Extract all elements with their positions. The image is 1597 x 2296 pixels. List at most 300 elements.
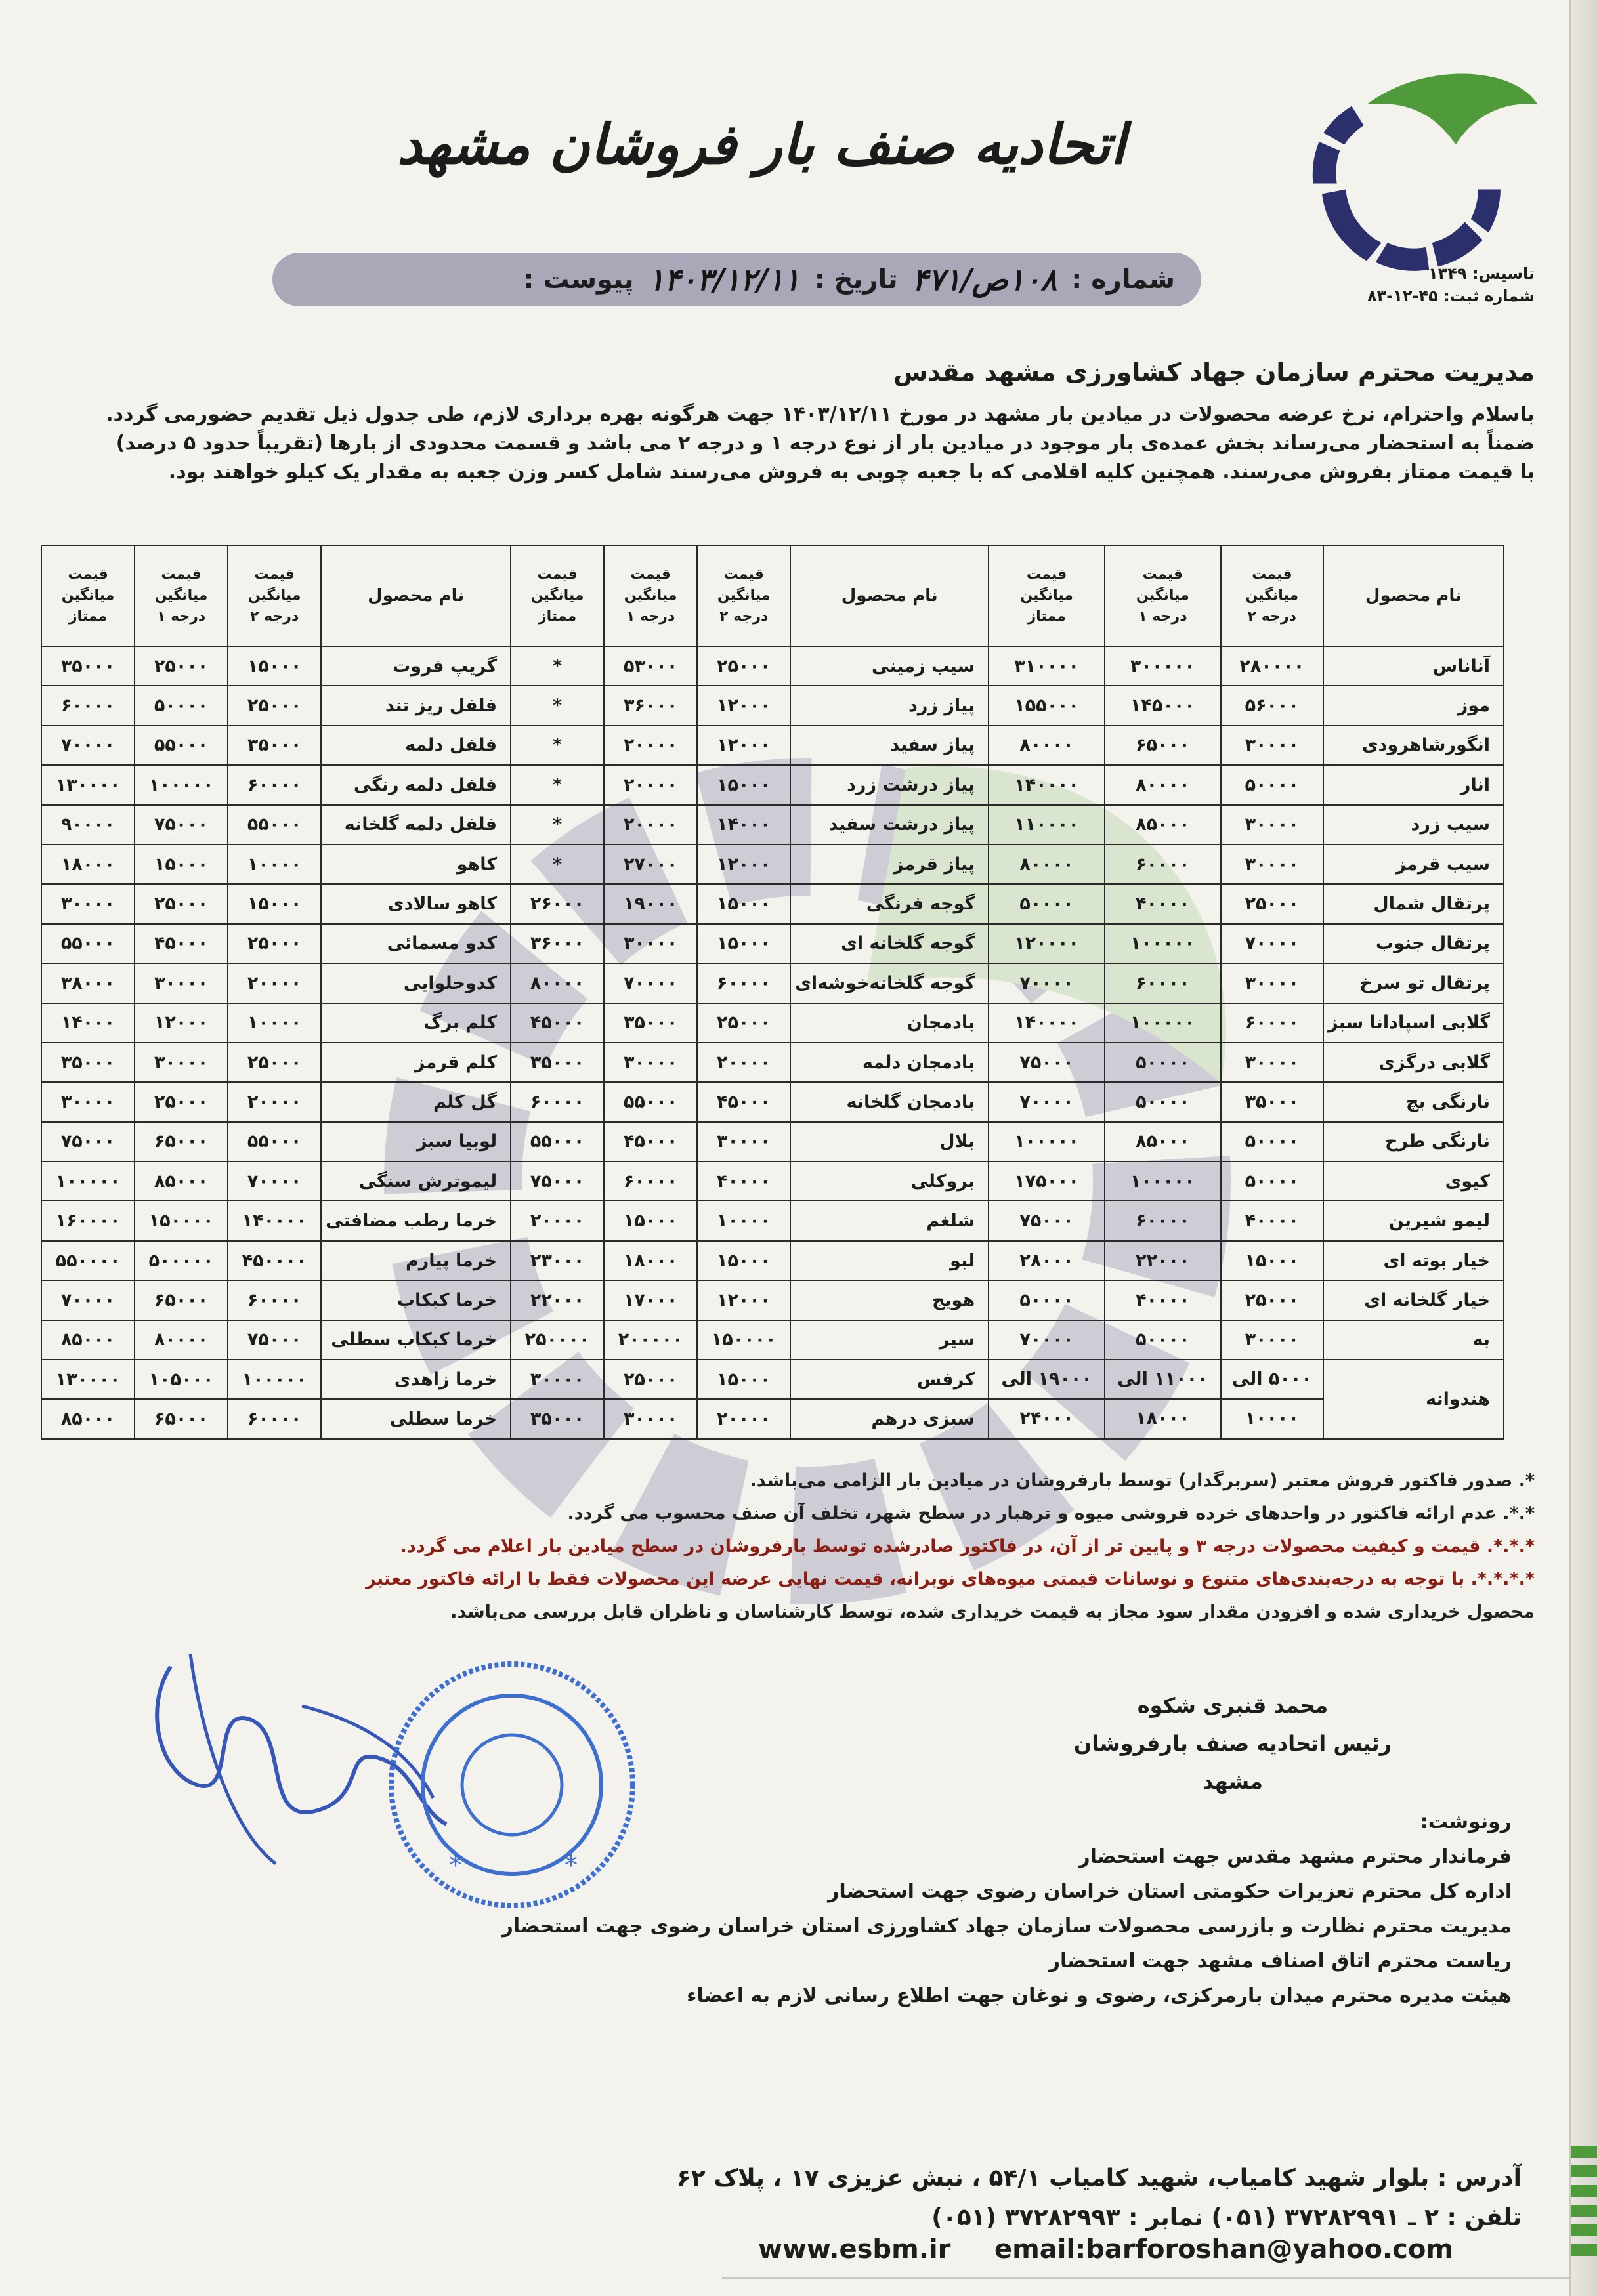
table-row: [41, 963, 1504, 1003]
cell-grade1-price: ۱۵۰۰۰: [604, 1201, 697, 1240]
cell-grade2-price: ۳۵۰۰۰: [1221, 1082, 1323, 1121]
cell-product-name: خرما کبکاب: [321, 1280, 511, 1320]
cell-product-name: پیاز زرد: [790, 686, 989, 725]
cell-product-name: سیب زمینی: [790, 646, 989, 686]
cc-item: مدیریت محترم نظارت و بازرسی محصولات سازمان جهاد کشاورزی استان خراسان رضوی جهت استحضار: [501, 1915, 1512, 1938]
table-row: [41, 765, 1504, 804]
cell-product-name: خیار بوته ای: [1323, 1241, 1504, 1280]
cell-grade2-price: ۵۰۰۰۰: [1221, 765, 1323, 804]
cell-premium-price: ۶۰۰۰۰: [41, 686, 135, 725]
cell-grade1-price: ۱۷۰۰۰: [604, 1280, 697, 1320]
cell-product-name: گوجه فرنگی: [790, 884, 989, 923]
cell-premium-price: ۷۵۰۰۰: [511, 1161, 604, 1201]
letter-body: [98, 400, 1535, 487]
cell-product-name: کیوی: [1323, 1161, 1504, 1201]
cell-premium-price: ۱۲۰۰۰۰: [989, 924, 1105, 963]
cell-premium-price: ۲۳۰۰۰: [511, 1241, 604, 1280]
cell-grade2-price: ۲۰۰۰۰: [228, 1082, 321, 1121]
cell-product-name: هویج: [790, 1280, 989, 1320]
cell-premium-price: ۳۱۰۰۰۰: [989, 646, 1105, 686]
cell-premium-price: ۱۴۰۰۰: [41, 1003, 135, 1043]
footer-divider: [722, 2277, 1571, 2279]
cell-product-name: بادمجان دلمه: [790, 1043, 989, 1082]
cell-grade1-price: ۱۰۰۰۰۰: [1105, 1161, 1221, 1201]
body-paragraph: باسلام واحترام، نرخ عرضه محصولات در میادین بار مشهد در مورخ ۱۴۰۳/۱۲/۱۱ جهت هرگونه بهره برداری لازم، طی جدول ذیل تقدیم حضورمی گردد.: [106, 403, 1535, 426]
cell-grade1-price: ۲۵۰۰۰: [604, 1360, 697, 1399]
cell-product-name: فلفل دلمه رنگی: [321, 765, 511, 804]
cell-product-name: نارنگی بچ: [1323, 1082, 1504, 1121]
cell-grade2-price: ۲۵۰۰۰: [697, 646, 790, 686]
date-label: تاریخ :: [814, 264, 898, 295]
cell-product-name: شلغم: [790, 1201, 989, 1240]
carbon-copy-list: [502, 1805, 1512, 2013]
cell-product-name: کاهو سالادی: [321, 884, 511, 923]
cell-product-name: پیاز سفید: [790, 726, 989, 765]
cell-grade2-price: ۱۵۰۰۰: [1221, 1241, 1323, 1280]
cell-premium-price: ۷۰۰۰۰: [41, 726, 135, 765]
cell-premium-price: ۲۲۰۰۰: [511, 1280, 604, 1320]
table-row: [41, 1201, 1504, 1240]
cell-product-name: کلم قرمز: [321, 1043, 511, 1082]
cell-grade2-price: ۱۲۰۰۰: [697, 845, 790, 884]
footer-contact: [677, 2159, 1522, 2238]
cell-grade1-price: ۲۰۰۰۰: [604, 765, 697, 804]
cell-grade1-price: [1105, 1360, 1221, 1439]
cell-product-name: به: [1323, 1320, 1504, 1360]
cell-premium-price: ۸۵۰۰۰: [41, 1320, 135, 1360]
cell-product-name: نارنگی طرح: [1323, 1122, 1504, 1161]
cell-grade1-price: ۳۰۰۰۰: [135, 963, 228, 1003]
cell-grade2-price: ۲۵۰۰۰: [697, 1003, 790, 1043]
cell-grade2-price: ۱۴۰۰۰۰: [228, 1201, 321, 1240]
cell-product-name: بادمجان گلخانه: [790, 1082, 989, 1121]
cell-premium-price: ۳۰۰۰۰: [511, 1360, 604, 1399]
cell-grade1-price: ۲۰۰۰۰: [604, 805, 697, 845]
cell-product-name: خیار گلخانه ای: [1323, 1280, 1504, 1320]
cell-product-name: خرما رطب مضافتی: [321, 1201, 511, 1240]
cell-grade2-price: ۱۰۰۰۰: [228, 1003, 321, 1043]
table-row: [41, 686, 1504, 725]
cell-product-name: آناناس: [1323, 646, 1504, 686]
cell-premium-price: *: [511, 805, 604, 845]
number-value: ۱۰۸ص/۴۷۱: [912, 262, 1057, 297]
col-grade2-price: قیمت میانگین درجه ۲: [697, 545, 790, 646]
cell-grade1-price: ۶۵۰۰۰: [135, 1122, 228, 1161]
col-premium-price: قیمت میانگین ممتاز: [511, 545, 604, 646]
table-row: [41, 884, 1504, 923]
cell-premium-price: ۱۷۵۰۰۰: [989, 1161, 1105, 1201]
cell-premium-price: [989, 1360, 1105, 1439]
cell-grade2-price: ۵۰۰۰۰: [1221, 1122, 1323, 1161]
union-title: اتحادیه صنف بار فروشان مشهد: [397, 112, 1126, 177]
cell-product-name: بلال: [790, 1122, 989, 1161]
cell-grade2-price: ۳۰۰۰۰: [1221, 726, 1323, 765]
price-table-body: [41, 646, 1504, 1439]
cell-product-name: انگورشاهرودی: [1323, 726, 1504, 765]
cell-premium-price: *: [511, 765, 604, 804]
cell-premium-price: ۵۵۰۰۰: [41, 924, 135, 963]
number-label: شماره :: [1071, 264, 1175, 295]
registration-number: شماره ثبت: ۴۵-۱۲-۸۳: [1367, 287, 1535, 305]
cell-premium-price: ۱۴۰۰۰۰: [989, 1003, 1105, 1043]
table-row: [41, 1241, 1504, 1280]
cell-grade1-price: ۵۰۰۰۰: [1105, 1043, 1221, 1082]
cell-product-name: لیمو شیرین: [1323, 1201, 1504, 1240]
cell-premium-price: ۹۰۰۰۰: [41, 805, 135, 845]
cell-grade1-price: ۲۵۰۰۰: [135, 1082, 228, 1121]
cell-grade1-price: ۲۵۰۰۰: [135, 646, 228, 686]
cell-premium-price: ۳۵۰۰۰: [41, 1043, 135, 1082]
date-value: ۱۴۰۳/۱۲/۱۱: [648, 262, 800, 297]
cell-grade2-price: ۲۵۰۰۰: [228, 924, 321, 963]
cell-grade1-price: ۷۰۰۰۰: [604, 963, 697, 1003]
cell-grade1-price: ۱۵۰۰۰۰: [135, 1201, 228, 1240]
signatory-block: [1049, 1686, 1416, 1801]
cell-product-name: سیر: [790, 1320, 989, 1360]
table-row: [41, 726, 1504, 765]
cell-grade2-price: ۱۰۰۰۰: [697, 1201, 790, 1240]
cell-grade2-price: ۶۰۰۰۰: [1221, 1003, 1323, 1043]
cell-product-name: گلابی اسپادانا سبز: [1323, 1003, 1504, 1043]
cell-grade2-price: ۱۰۰۰۰۰: [228, 1360, 321, 1399]
cell-grade2-price: ۴۰۰۰۰: [697, 1161, 790, 1201]
cell-grade1-price: ۳۰۰۰۰: [604, 1399, 697, 1438]
col-product-name: نام محصول: [1323, 545, 1504, 646]
col-product-name: نام محصول: [790, 545, 989, 646]
cell-grade2-price: ۳۵۰۰۰: [228, 726, 321, 765]
cell-grade1-price: ۶۰۰۰۰: [1105, 1201, 1221, 1240]
table-row: [41, 924, 1504, 963]
cell-grade1-price: ۵۰۰۰۰: [135, 686, 228, 725]
cc-item: فرماندار محترم مشهد مقدس جهت استحضار: [1078, 1845, 1512, 1868]
cell-premium-price: ۱۰۰۰۰۰: [989, 1122, 1105, 1161]
cell-grade1-price: ۴۵۰۰۰: [135, 924, 228, 963]
price-range-part: ۱۹۰۰۰ الی: [1001, 1369, 1092, 1390]
price-range-part: ۱۰۰۰۰: [1222, 1398, 1323, 1438]
cell-product-name: پیاز درشت سفید: [790, 805, 989, 845]
cell-grade2-price: ۴۵۰۰۰: [697, 1082, 790, 1121]
cell-product-name: لبو: [790, 1241, 989, 1280]
cell-grade1-price: ۱۸۰۰۰: [604, 1241, 697, 1280]
cell-product-name: فلفل دلمه: [321, 726, 511, 765]
cell-grade2-price: ۱۴۰۰۰: [697, 805, 790, 845]
cell-premium-price: ۷۰۰۰۰: [989, 1320, 1105, 1360]
cell-grade2-price: ۱۵۰۰۰: [697, 1360, 790, 1399]
cell-grade1-price: ۳۵۰۰۰: [604, 1003, 697, 1043]
cell-premium-price: ۷۵۰۰۰: [989, 1043, 1105, 1082]
cell-product-name: گوجه گلخانه‌خوشه‌ای: [790, 963, 989, 1003]
price-range-part: ۱۸۰۰۰: [1105, 1398, 1220, 1438]
col-product-name: نام محصول: [321, 545, 511, 646]
cell-grade2-price: ۵۰۰۰۰: [1221, 1161, 1323, 1201]
cell-grade1-price: ۱۰۰۰۰۰: [1105, 1003, 1221, 1043]
cell-product-name: سیب زرد: [1323, 805, 1504, 845]
cell-grade1-price: ۳۰۰۰۰۰: [1105, 646, 1221, 686]
cell-grade2-price: ۲۵۰۰۰: [228, 1043, 321, 1082]
cell-product-name: پیاز درشت زرد: [790, 765, 989, 804]
cell-premium-price: ۱۶۰۰۰۰: [41, 1201, 135, 1240]
cell-premium-price: ۷۰۰۰۰: [989, 963, 1105, 1003]
cell-grade2-price: ۱۵۰۰۰: [228, 884, 321, 923]
cell-product-name: پرتقال تو سرخ: [1323, 963, 1504, 1003]
cell-product-name: کدو مسمائی: [321, 924, 511, 963]
cell-grade2-price: ۳۰۰۰۰: [1221, 805, 1323, 845]
cell-grade2-price: ۳۰۰۰۰: [1221, 1320, 1323, 1360]
cell-product-name: گوجه گلخانه ای: [790, 924, 989, 963]
cell-grade1-price: ۲۲۰۰۰: [1105, 1241, 1221, 1280]
cell-grade1-price: ۸۵۰۰۰: [1105, 1122, 1221, 1161]
cell-grade1-price: ۱۲۰۰۰: [135, 1003, 228, 1043]
cell-product-name: کلم برگ: [321, 1003, 511, 1043]
cell-grade2-price: ۳۰۰۰۰: [1221, 1043, 1323, 1082]
cell-grade1-price: ۱۹۰۰۰: [604, 884, 697, 923]
cell-grade1-price: ۳۰۰۰۰: [604, 924, 697, 963]
cell-premium-price: ۷۰۰۰۰: [989, 1082, 1105, 1121]
cell-premium-price: ۳۵۰۰۰: [511, 1043, 604, 1082]
cell-grade1-price: ۳۰۰۰۰: [604, 1043, 697, 1082]
cell-premium-price: ۵۰۰۰۰: [989, 1280, 1105, 1320]
cell-grade2-price: ۱۲۰۰۰: [697, 686, 790, 725]
price-range-part: ۵۰۰۰ الی: [1231, 1369, 1312, 1390]
cell-premium-price: ۲۸۰۰۰: [989, 1241, 1105, 1280]
footer-address: آدرس : بلوار شهید کامیاب، شهید کامیاب ۵۴/۱ ، نبش عزیزی ۱۷ ، پلاک ۶۲: [676, 2165, 1522, 2192]
cell-grade1-price: ۲۵۰۰۰: [135, 884, 228, 923]
table-row: [41, 1043, 1504, 1082]
footer-email[interactable]: email:barforoshan@yahoo.com: [994, 2234, 1453, 2265]
note-grade3: *.*.*. قیمت و کیفیت محصولات درجه ۳ و پایین تر از آن، در فاکتور صادرشده توسط بارفروشان در سطح میادین بار اعلام می گردد.: [400, 1536, 1535, 1556]
cell-grade2-price: ۶۰۰۰۰: [228, 1280, 321, 1320]
cell-grade1-price: ۱۰۰۰۰۰: [135, 765, 228, 804]
cell-grade1-price: ۲۷۰۰۰: [604, 845, 697, 884]
col-grade1-price: قیمت میانگین درجه ۱: [135, 545, 228, 646]
signatory-name: محمد قنبری شکوه: [1137, 1693, 1329, 1718]
cc-item: هیئت مدیره محترم میدان بارمرکزی، رضوی و نوغان جهت اطلاع رسانی لازم به اعضاء: [687, 1984, 1512, 2007]
cell-grade1-price: ۸۵۰۰۰: [135, 1161, 228, 1201]
cell-grade2-price: ۶۰۰۰۰: [697, 963, 790, 1003]
svg-text:*: *: [564, 1850, 578, 1881]
cell-premium-price: ۲۰۰۰۰: [511, 1201, 604, 1240]
cell-grade2-price: ۲۵۰۰۰: [228, 686, 321, 725]
cell-grade1-price: ۳۰۰۰۰: [135, 1043, 228, 1082]
cell-product-name: خرما سطلی: [321, 1399, 511, 1438]
table-row: [41, 1122, 1504, 1161]
cell-grade1-price: ۶۰۰۰۰: [1105, 845, 1221, 884]
cell-premium-price: ۴۵۰۰۰: [511, 1003, 604, 1043]
cell-grade2-price: ۲۰۰۰۰: [228, 963, 321, 1003]
cell-product-name: پرتقال شمال: [1323, 884, 1504, 923]
cell-product-name: لیموترش سنگی: [321, 1161, 511, 1201]
cell-grade1-price: ۶۵۰۰۰: [135, 1280, 228, 1320]
table-row: [41, 646, 1504, 686]
cell-grade2-price: ۲۵۰۰۰: [1221, 1280, 1323, 1320]
cell-premium-price: ۱۵۵۰۰۰: [989, 686, 1105, 725]
svg-text:*: *: [449, 1850, 462, 1881]
note-early-fruit: *.*.*.*. با توجه به درجه‌بندی‌های متنوع و نوسانات قیمتی میوه‌های نوبرانه، قیمت نهایی عرضه این محصولات فقط با ارائه فاکتور معتبر: [366, 1569, 1535, 1589]
cell-grade2-price: ۴۰۰۰۰: [1221, 1201, 1323, 1240]
price-range-part: ۱۱۰۰۰ الی: [1117, 1369, 1208, 1390]
cell-grade2-price: [1221, 1360, 1323, 1439]
price-table-header: [41, 545, 1504, 646]
cell-grade1-price: ۵۰۰۰۰: [1105, 1320, 1221, 1360]
cell-premium-price: ۸۵۰۰۰: [41, 1399, 135, 1438]
cell-grade1-price: ۴۵۰۰۰: [604, 1122, 697, 1161]
note-invoice: *. صدور فاکتور فروش معتبر (سربرگدار) توسط بارفروشان در میادین بار الزامی می‌باشد.: [750, 1471, 1535, 1491]
cell-grade1-price: ۲۰۰۰۰۰: [604, 1320, 697, 1360]
cell-premium-price: ۳۶۰۰۰: [511, 924, 604, 963]
cell-grade1-price: ۵۰۰۰۰: [1105, 1082, 1221, 1121]
cell-product-name: پیاز قرمز: [790, 845, 989, 884]
cell-product-name: بروکلی: [790, 1161, 989, 1201]
page-edge: [1569, 0, 1597, 2296]
cell-grade2-price: ۳۰۰۰۰: [697, 1122, 790, 1161]
cell-product-name: خرما زاهدی: [321, 1360, 511, 1399]
table-row: [41, 1082, 1504, 1121]
cc-heading: رونوشت:: [1420, 1810, 1512, 1833]
cell-premium-price: ۵۵۰۰۰۰: [41, 1241, 135, 1280]
cell-grade1-price: ۴۰۰۰۰: [1105, 884, 1221, 923]
cell-product-name: گریپ فروت: [321, 646, 511, 686]
cell-premium-price: ۸۰۰۰۰: [511, 963, 604, 1003]
cell-grade1-price: ۱۰۰۰۰۰: [1105, 924, 1221, 963]
cell-product-name: سبزی درهم: [790, 1399, 989, 1438]
cell-product-name: فلفل ریز تند: [321, 686, 511, 725]
cell-grade2-price: ۱۲۰۰۰: [697, 726, 790, 765]
cell-grade1-price: ۵۰۰۰۰۰: [135, 1241, 228, 1280]
cell-product-name: پرتقال جنوب: [1323, 924, 1504, 963]
cell-product-name: کرفس: [790, 1360, 989, 1399]
cell-premium-price: ۲۵۰۰۰۰: [511, 1320, 604, 1360]
cell-grade1-price: ۶۵۰۰۰: [135, 1399, 228, 1438]
table-row: [41, 1161, 1504, 1201]
cell-grade2-price: ۲۰۰۰۰: [697, 1043, 790, 1082]
cell-grade2-price: ۴۵۰۰۰۰: [228, 1241, 321, 1280]
cell-grade1-price: ۶۰۰۰۰: [1105, 963, 1221, 1003]
table-row: [41, 1003, 1504, 1043]
col-grade2-price: قیمت میانگین درجه ۲: [228, 545, 321, 646]
table-row: [41, 845, 1504, 884]
note-no-invoice: *.*. عدم ارائه فاکتور در واحدهای خرده فروشی میوه و ترهبار در سطح شهر، تخلف آن صنف محسوب می گردد.: [567, 1503, 1535, 1524]
cell-grade2-price: ۲۸۰۰۰۰: [1221, 646, 1323, 686]
union-logo-icon: [1260, 52, 1562, 276]
cell-grade2-price: ۱۵۰۰۰: [697, 1241, 790, 1280]
cell-product-name: لوبیا سبز: [321, 1122, 511, 1161]
price-table: [41, 545, 1504, 1440]
col-grade2-price: قیمت میانگین درجه ۲: [1221, 545, 1323, 646]
cell-premium-price: ۳۵۰۰۰: [511, 1399, 604, 1438]
cell-product-name: خرما کبکاب سطلی: [321, 1320, 511, 1360]
cell-grade1-price: ۶۵۰۰۰: [1105, 726, 1221, 765]
cell-product-name: بادمجان: [790, 1003, 989, 1043]
cell-grade2-price: ۵۶۰۰۰: [1221, 686, 1323, 725]
col-premium-price: قیمت میانگین ممتاز: [41, 545, 135, 646]
cell-premium-price: *: [511, 686, 604, 725]
cell-premium-price: ۵۰۰۰۰: [989, 884, 1105, 923]
cell-grade2-price: ۱۰۰۰۰: [228, 845, 321, 884]
cell-grade1-price: ۵۳۰۰۰: [604, 646, 697, 686]
cell-premium-price: ۷۵۰۰۰: [41, 1122, 135, 1161]
cell-grade2-price: ۷۵۰۰۰: [228, 1320, 321, 1360]
cell-grade1-price: ۸۰۰۰۰: [135, 1320, 228, 1360]
cell-product-name: خرما پیارم: [321, 1241, 511, 1280]
cell-grade1-price: ۵۵۰۰۰: [135, 726, 228, 765]
cell-premium-price: ۸۰۰۰۰: [989, 726, 1105, 765]
cell-premium-price: ۱۳۰۰۰۰: [41, 1360, 135, 1399]
cell-grade2-price: ۳۰۰۰۰: [1221, 963, 1323, 1003]
cell-grade2-price: ۱۵۰۰۰: [697, 884, 790, 923]
col-grade1-price: قیمت میانگین درجه ۱: [1105, 545, 1221, 646]
cell-grade1-price: ۳۶۰۰۰: [604, 686, 697, 725]
cell-premium-price: ۳۵۰۰۰: [41, 646, 135, 686]
footer-phone: تلفن : ۲ ـ ۳۷۲۸۲۹۹۱ (۰۵۱) نمابر : ۳۷۲۸۲۹۹۳ (۰۵۱): [931, 2204, 1522, 2231]
col-grade1-price: قیمت میانگین درجه ۱: [604, 545, 697, 646]
cell-premium-price: ۳۸۰۰۰: [41, 963, 135, 1003]
cell-grade1-price: ۱۴۵۰۰۰: [1105, 686, 1221, 725]
establishment-info: [1318, 262, 1535, 307]
established-year: تاسیس: ۱۳۴۹: [1428, 264, 1535, 283]
attachment-label: پیوست :: [523, 264, 634, 295]
cell-grade2-price: ۷۰۰۰۰: [228, 1161, 321, 1201]
cell-premium-price: ۳۰۰۰۰: [41, 1082, 135, 1121]
cell-premium-price: ۶۰۰۰۰: [511, 1082, 604, 1121]
cell-premium-price: ۸۰۰۰۰: [989, 845, 1105, 884]
cell-grade2-price: ۵۵۰۰۰: [228, 1122, 321, 1161]
cell-grade2-price: ۵۵۰۰۰: [228, 805, 321, 845]
cell-premium-price: ۱۴۰۰۰۰: [989, 765, 1105, 804]
cell-grade1-price: ۱۵۰۰۰: [135, 845, 228, 884]
cell-premium-price: ۲۶۰۰۰: [511, 884, 604, 923]
cell-premium-price: ۷۰۰۰۰: [41, 1280, 135, 1320]
cell-grade2-price: ۱۵۰۰۰۰: [697, 1320, 790, 1360]
footer-website[interactable]: www.esbm.ir: [758, 2234, 951, 2265]
cell-product-name: سیب قرمز: [1323, 845, 1504, 884]
cell-premium-price: ۱۱۰۰۰۰: [989, 805, 1105, 845]
col-premium-price: قیمت میانگین ممتاز: [989, 545, 1105, 646]
cell-premium-price: ۷۵۰۰۰: [989, 1201, 1105, 1240]
cell-grade2-price: ۱۵۰۰۰: [228, 646, 321, 686]
cell-grade2-price: ۲۵۰۰۰: [1221, 884, 1323, 923]
cell-grade1-price: ۸۰۰۰۰: [1105, 765, 1221, 804]
cell-grade1-price: ۴۰۰۰۰: [1105, 1280, 1221, 1320]
notes-section: [79, 1465, 1535, 1629]
footer-stripes-icon: [1571, 2133, 1597, 2296]
cell-product-name: انار: [1323, 765, 1504, 804]
reference-bar: [272, 253, 1201, 306]
table-row: [41, 805, 1504, 845]
cell-product-name: هندوانه: [1323, 1360, 1504, 1439]
cell-premium-price: ۱۰۰۰۰۰: [41, 1161, 135, 1201]
cell-product-name: فلفل دلمه گلخانه: [321, 805, 511, 845]
cell-product-name: کاهو: [321, 845, 511, 884]
cell-grade2-price: ۲۰۰۰۰: [697, 1399, 790, 1438]
table-row: [41, 1360, 1504, 1399]
cc-item: اداره کل محترم تعزیرات حکومتی استان خراسان رضوی جهت استحضار: [828, 1880, 1512, 1903]
cell-product-name: گلابی درگزی: [1323, 1043, 1504, 1082]
cell-product-name: موز: [1323, 686, 1504, 725]
table-row: [41, 1320, 1504, 1360]
cell-grade2-price: ۱۲۰۰۰: [697, 1280, 790, 1320]
table-row: [41, 1280, 1504, 1320]
cell-premium-price: *: [511, 726, 604, 765]
cell-grade2-price: ۱۵۰۰۰: [697, 765, 790, 804]
cell-premium-price: *: [511, 845, 604, 884]
cell-grade1-price: ۲۰۰۰۰: [604, 726, 697, 765]
cell-grade2-price: ۷۰۰۰۰: [1221, 924, 1323, 963]
cell-grade1-price: ۵۵۰۰۰: [604, 1082, 697, 1121]
price-range-part: ۲۴۰۰۰: [989, 1398, 1104, 1438]
cell-grade2-price: ۶۰۰۰۰: [228, 1399, 321, 1438]
cell-grade1-price: ۸۵۰۰۰: [1105, 805, 1221, 845]
body-paragraph: با قیمت ممتاز بفروش می‌رسند. همچنین کلیه اقلامی که با جعبه چوبی به فروش می‌رسند شامل کسر وزن جعبه به مقدار یک کیلو خواهند بود.: [168, 461, 1535, 484]
